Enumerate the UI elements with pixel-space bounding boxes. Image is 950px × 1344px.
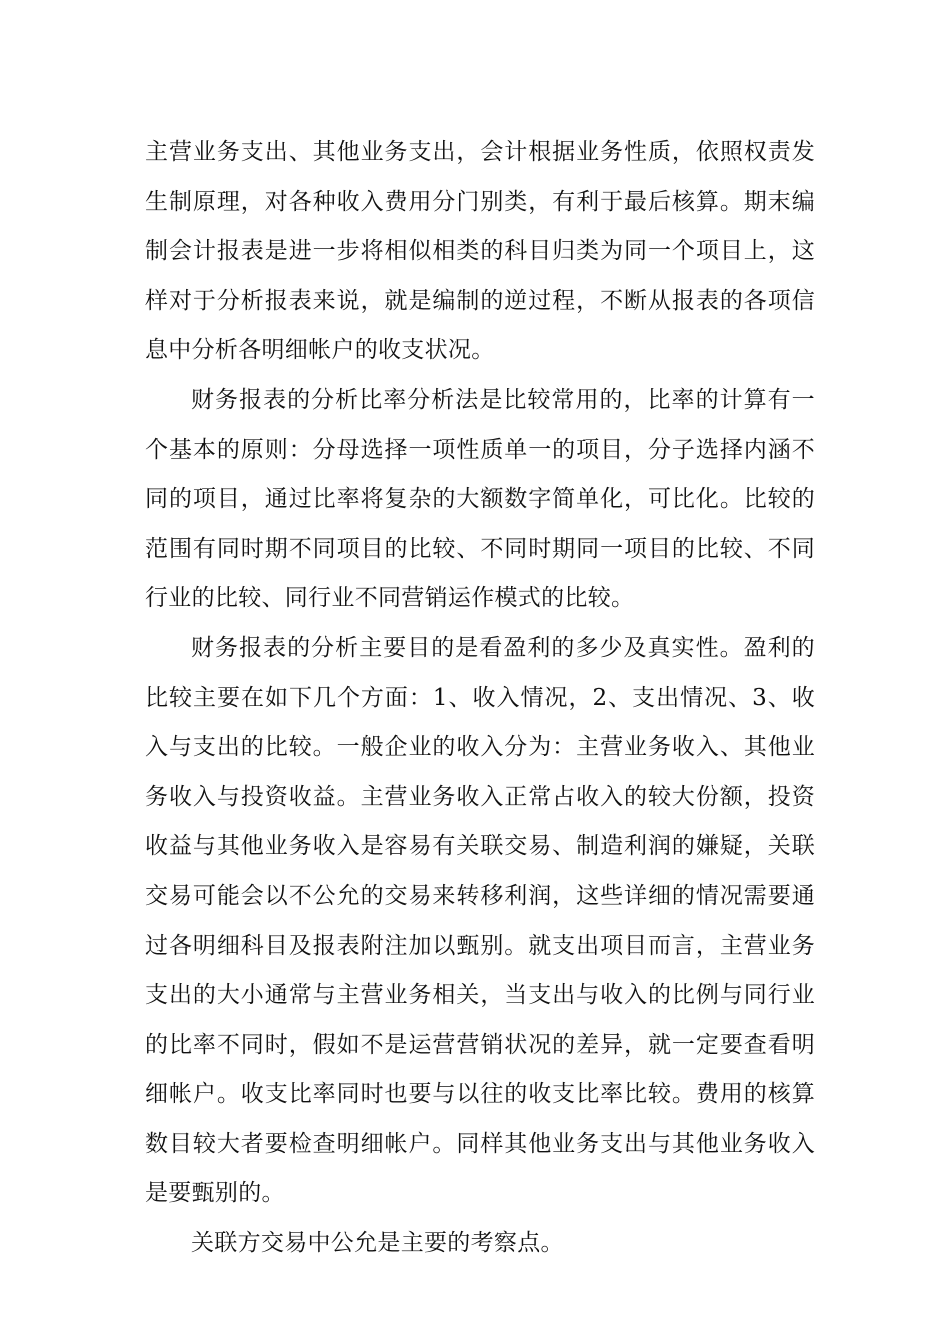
paragraph-2: 财务报表的分析比率分析法是比较常用的，比率的计算有一个基本的原则：分母选择一项性质单一的项目，分子选择内涵不同的项目，通过比率将复杂的大额数字简单化，可比化。比较的范围有同时期不同项目的比较、不同时期同一项目的比较、不同行业的比较、同行业不同营销运作模式的比较。 [145,386,815,612]
paragraph-1: 主营业务支出、其他业务支出，会计根据业务性质，依照权责发生制原理，对各种收入费用分门别类，有利于最后核算。期末编制会计报表是进一步将相似相类的科目归类为同一个项目上，这样对于分析报表来说，就是编制的逆过程，不断从报表的各项信息中分析各明细帐户的收支状况。 [145,139,815,364]
paragraph-3: 财务报表的分析主要目的是看盈利的多少及真实性。盈利的比较主要在如下几个方面：1、收入情况，2、支出情况、3、收入与支出的比较。一般企业的收入分为：主营业务收入、其他业务收入与投资收益。主营业务收入正常占收入的较大份额，投资收益与其他业务收入是容易有关联交易、制造利润的嫌疑，关联交易可能会以不公允的交易来转移利润，这些详细的情况需要通过各明细科目及报表附注加以甄别。就支出项目而言，主营业务支出的大小通常与主营业务相关，当支出与收入的比例与同行业的比率不同时，假如不是运营营销状况的差异，就一定要查看明细帐户。收支比率同时也要与以往的收支比率比较。费用的核算数目较大者要检查明细帐户。同样其他业务支出与其他业务收入是要甄别的。 [145,634,815,1207]
paragraph-4: 关联方交易中公允是主要的考察点。 [191,1230,564,1257]
document-body [145,128,815,1269]
